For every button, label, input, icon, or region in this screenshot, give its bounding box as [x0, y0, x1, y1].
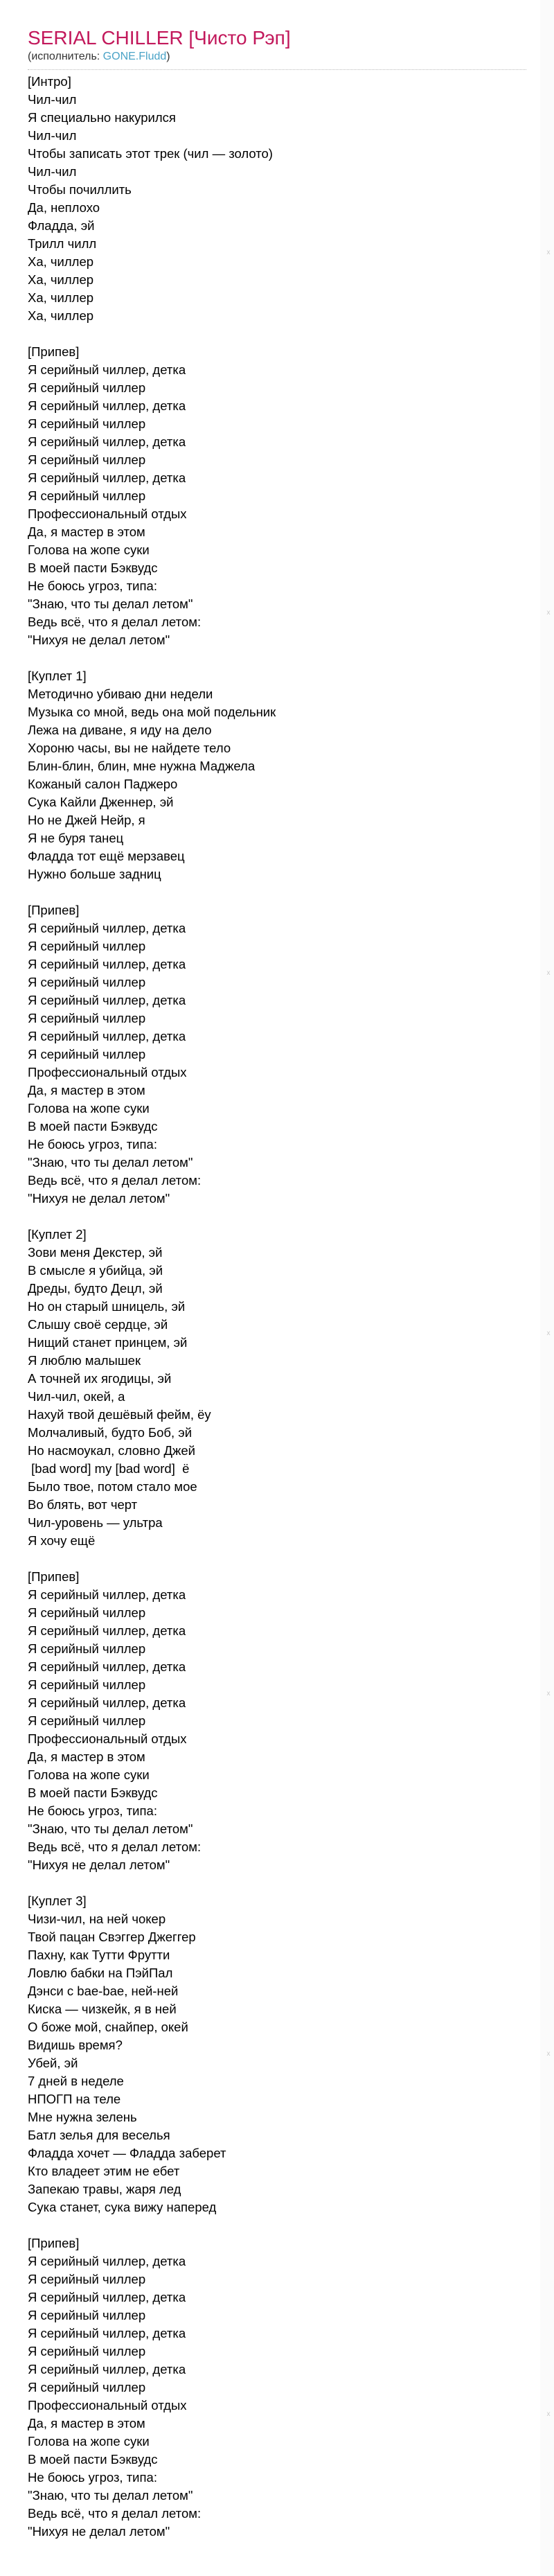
lyric-blank-line	[28, 1550, 533, 1568]
lyric-line: Ха, чиллер	[28, 308, 94, 323]
lyric-line: Ведь всё, что я делал летом:	[28, 615, 202, 629]
performer-link[interactable]: GONE.Fludd	[102, 51, 167, 62]
lyric-line: Чил-чил	[28, 164, 77, 179]
performer-line	[28, 50, 526, 70]
lyric-blank-line	[28, 2216, 533, 2234]
lyric-line: Сука Кайли Дженнер, эй	[28, 795, 174, 809]
lyric-line: Запекаю травы, жаря лед	[28, 2182, 181, 2196]
lyric-line: Я серийный чиллер, детка	[28, 1587, 186, 1602]
lyric-line: Я серийный чиллер	[28, 380, 146, 395]
lyric-line: Я серийный чиллер, детка	[28, 470, 186, 485]
lyric-line: В моей пасти Бэквудс	[28, 1785, 158, 1800]
scroll-marker-icon: x	[546, 1690, 551, 1697]
scroll-marker-icon: x	[546, 969, 551, 977]
lyric-line: Я серийный чиллер	[28, 1011, 146, 1025]
lyric-line: Чил-уровень — ультра	[28, 1515, 163, 1530]
lyric-line: Я серийный чиллер, детка	[28, 1695, 186, 1710]
lyric-line: Я серийный чиллер, детка	[28, 993, 186, 1007]
lyric-line: Но насмоукал, словно Джей	[28, 1443, 195, 1458]
lyric-line: Не боюсь угроз, типа:	[28, 2470, 157, 2485]
lyric-line: Ха, чиллер	[28, 272, 94, 287]
lyric-line: Я серийный чиллер, детка	[28, 434, 186, 449]
lyric-line: Голова на жопе суки	[28, 1101, 150, 1115]
lyric-line: Дреды, будто Децл, эй	[28, 1281, 163, 1296]
lyric-line: Чтобы почиллить	[28, 182, 132, 197]
lyric-line: Ловлю бабки на ПэйПал	[28, 1966, 173, 1980]
lyric-line: Не боюсь угроз, типа:	[28, 1137, 157, 1152]
lyric-line: О боже мой, снайпер, окей	[28, 2020, 188, 2034]
lyric-blank-line	[28, 1874, 533, 1892]
lyric-line: Голова на жопе суки	[28, 542, 150, 557]
lyric-line: "Нихуя не делал летом"	[28, 633, 170, 647]
lyric-line: Я серийный чиллер	[28, 939, 146, 953]
lyric-line: Я люблю малышек	[28, 1353, 141, 1368]
lyric-line: Я серийный чиллер, детка	[28, 398, 186, 413]
lyric-line: Зови меня Декстер, эй	[28, 1245, 163, 1260]
lyric-line: Нахуй твой дешёвый фейм, ёу	[28, 1407, 211, 1422]
scroll-marker-icon: x	[546, 1330, 551, 1337]
lyric-line: Киска — чизкейк, я в ней	[28, 2002, 177, 2016]
lyric-line: Чтобы записать этот трек (чил — золото)	[28, 146, 273, 161]
lyric-line: Чизи-чил, на ней чокер	[28, 1912, 166, 1926]
lyric-line: Я серийный чиллер	[28, 2308, 146, 2322]
lyric-line: Ведь всё, что я делал летом:	[28, 1173, 202, 1188]
lyric-line: Кожаный салон Паджеро	[28, 777, 178, 791]
lyric-line: Профессиональный отдых	[28, 2398, 187, 2412]
lyric-line: Я серийный чиллер, детка	[28, 1659, 186, 1674]
lyric-line: "Знаю, что ты делал летом"	[28, 2488, 193, 2503]
lyric-blank-line	[28, 649, 533, 667]
performer-prefix: (исполнитель:	[28, 51, 103, 62]
lyric-line: Лежа на диване, я иду на дело	[28, 723, 212, 737]
lyric-line: Не боюсь угроз, типа:	[28, 1803, 157, 1818]
lyric-line: "Нихуя не делал летом"	[28, 1858, 170, 1872]
lyric-line: Ведь всё, что я делал летом:	[28, 1840, 202, 1854]
section-header: [Припев]	[28, 344, 80, 359]
lyric-line: Ведь всё, что я делал летом:	[28, 2506, 202, 2521]
page-scrollbar[interactable]	[540, 0, 554, 2576]
lyric-line: Я серийный чиллер	[28, 488, 146, 503]
lyric-line: Фладда тот ещё мерзавец	[28, 849, 185, 863]
lyric-line: Слышу своё сердце, эй	[28, 1317, 168, 1332]
lyric-line: Я серийный чиллер	[28, 452, 146, 467]
lyric-line: Чил-чил, окей, а	[28, 1389, 125, 1404]
lyric-line: Я серийный чиллер	[28, 1677, 146, 1692]
lyric-line: Я серийный чиллер, детка	[28, 2326, 186, 2340]
lyric-line: Нищий станет принцем, эй	[28, 1335, 188, 1350]
lyric-line: "Нихуя не делал летом"	[28, 2524, 170, 2539]
lyric-line: В моей пасти Бэквудс	[28, 561, 158, 575]
lyric-line: Да, я мастер в этом	[28, 524, 145, 539]
section-header: [Куплет 3]	[28, 1894, 87, 1908]
lyric-line: Сука станет, сука вижу наперед	[28, 2200, 217, 2214]
lyric-line: Профессиональный отдых	[28, 1065, 187, 1079]
lyrics-text	[28, 73, 533, 2541]
lyric-line: Хороню часы, вы не найдете тело	[28, 741, 231, 755]
lyric-line: Я серийный чиллер, детка	[28, 2254, 186, 2268]
lyric-line: Я серийный чиллер	[28, 1605, 146, 1620]
lyric-line: Ха, чиллер	[28, 254, 94, 269]
lyric-line: Но не Джей Нейр, я	[28, 813, 145, 827]
lyric-line: "Знаю, что ты делал летом"	[28, 1155, 193, 1170]
lyric-line: Я серийный чиллер	[28, 2380, 146, 2394]
lyric-line: Музыка со мной, ведь она мой подельник	[28, 705, 276, 719]
lyric-line: Методично убиваю дни недели	[28, 687, 213, 701]
lyric-line: Видишь время?	[28, 2038, 123, 2052]
scroll-marker-icon: x	[546, 2050, 551, 2058]
lyric-line: Я серийный чиллер, детка	[28, 921, 186, 935]
lyric-line: Я серийный чиллер	[28, 2344, 146, 2358]
section-header: [Припев]	[28, 903, 80, 917]
lyric-line: Голова на жопе суки	[28, 2434, 150, 2449]
lyric-line: "Знаю, что ты делал летом"	[28, 1821, 193, 1836]
lyric-line: Фладда хочет — Фладда заберет	[28, 2146, 226, 2160]
section-header: [Куплет 2]	[28, 1227, 87, 1242]
lyric-line: Я серийный чиллер, детка	[28, 2290, 186, 2304]
lyric-line: Пахну, как Тутти Фрутти	[28, 1948, 170, 1962]
lyric-line: Я серийный чиллер, детка	[28, 362, 186, 377]
lyric-line: Я серийный чиллер	[28, 1047, 146, 1061]
song-title: SERIAL CHILLER [Чисто Рэп]	[28, 27, 291, 48]
lyric-line: Твой пацан Свэггер Джеггер	[28, 1930, 196, 1944]
lyric-line: Я серийный чиллер	[28, 975, 146, 989]
lyric-line: Блин-блин, блин, мне нужна Маджела	[28, 759, 256, 773]
lyric-blank-line	[28, 325, 533, 343]
lyric-line: Не боюсь угроз, типа:	[28, 579, 157, 593]
lyric-blank-line	[28, 883, 533, 901]
section-header: [Припев]	[28, 1569, 80, 1584]
lyric-line: НПОГП на теле	[28, 2092, 121, 2106]
lyric-line: Голова на жопе суки	[28, 1767, 150, 1782]
lyric-line: Я серийный чиллер	[28, 2272, 146, 2286]
lyric-line: Да, я мастер в этом	[28, 1083, 145, 1097]
lyric-line: Во блять, вот черт	[28, 1497, 138, 1512]
lyric-line: Дэнси с bae-bae, ней-ней	[28, 1984, 179, 1998]
lyric-line: [bad word] my [bad word] ё	[28, 1461, 190, 1476]
lyric-line: Но он старый шницель, эй	[28, 1299, 186, 1314]
lyric-line: Я специально накурился	[28, 110, 176, 125]
lyric-line: Да, я мастер в этом	[28, 2416, 145, 2431]
lyric-line: Чил-чил	[28, 128, 77, 143]
lyric-line: Профессиональный отдых	[28, 506, 187, 521]
lyric-line: Батл зелья для веселья	[28, 2128, 170, 2142]
lyric-line: Я серийный чиллер	[28, 1713, 146, 1728]
scroll-marker-icon: x	[546, 249, 551, 256]
lyric-line: Я серийный чиллер	[28, 416, 146, 431]
scroll-marker-icon: x	[546, 2410, 551, 2418]
lyric-line: А точней их ягодицы, эй	[28, 1371, 172, 1386]
lyric-line: Да, я мастер в этом	[28, 1749, 145, 1764]
lyric-line: Молчаливый, будто Боб, эй	[28, 1425, 193, 1440]
lyric-line: Я серийный чиллер, детка	[28, 957, 186, 971]
scroll-marker-icon: x	[546, 609, 551, 617]
lyric-line: Я хочу ещё	[28, 1533, 96, 1548]
lyric-line: Я серийный чиллер, детка	[28, 1623, 186, 1638]
lyric-line: Профессиональный отдых	[28, 1731, 187, 1746]
lyric-line: Я серийный чиллер, детка	[28, 2362, 186, 2376]
section-header: [Интро]	[28, 74, 71, 89]
section-header: [Куплет 1]	[28, 669, 87, 683]
lyric-line: "Знаю, что ты делал летом"	[28, 597, 193, 611]
lyric-line: Фладда, эй	[28, 218, 95, 233]
lyric-line: В моей пасти Бэквудс	[28, 1119, 158, 1133]
lyric-line: Я серийный чиллер	[28, 1641, 146, 1656]
lyric-blank-line	[28, 1208, 533, 1226]
lyric-line: Трилл чилл	[28, 236, 97, 251]
performer-suffix: )	[166, 51, 170, 62]
lyric-line: В моей пасти Бэквудс	[28, 2452, 158, 2467]
lyric-line: Я не буря танец	[28, 831, 124, 845]
lyric-line: Ха, чиллер	[28, 290, 94, 305]
lyric-line: Чил-чил	[28, 92, 77, 107]
lyric-line: Нужно больше задниц	[28, 867, 161, 881]
lyric-line: Да, неплохо	[28, 200, 100, 215]
lyric-line: 7 дней в неделе	[28, 2074, 124, 2088]
section-header: [Припев]	[28, 2236, 80, 2250]
lyric-line: Мне нужна зелень	[28, 2110, 137, 2124]
lyric-line: Кто владеет этим не ебет	[28, 2164, 180, 2178]
lyric-line: "Нихуя не делал летом"	[28, 1191, 170, 1206]
lyric-line: Убей, эй	[28, 2056, 78, 2070]
lyric-line: Я серийный чиллер, детка	[28, 1029, 186, 1043]
lyric-line: В смысле я убийца, эй	[28, 1263, 163, 1278]
lyric-line: Было твое, потом стало мое	[28, 1479, 197, 1494]
